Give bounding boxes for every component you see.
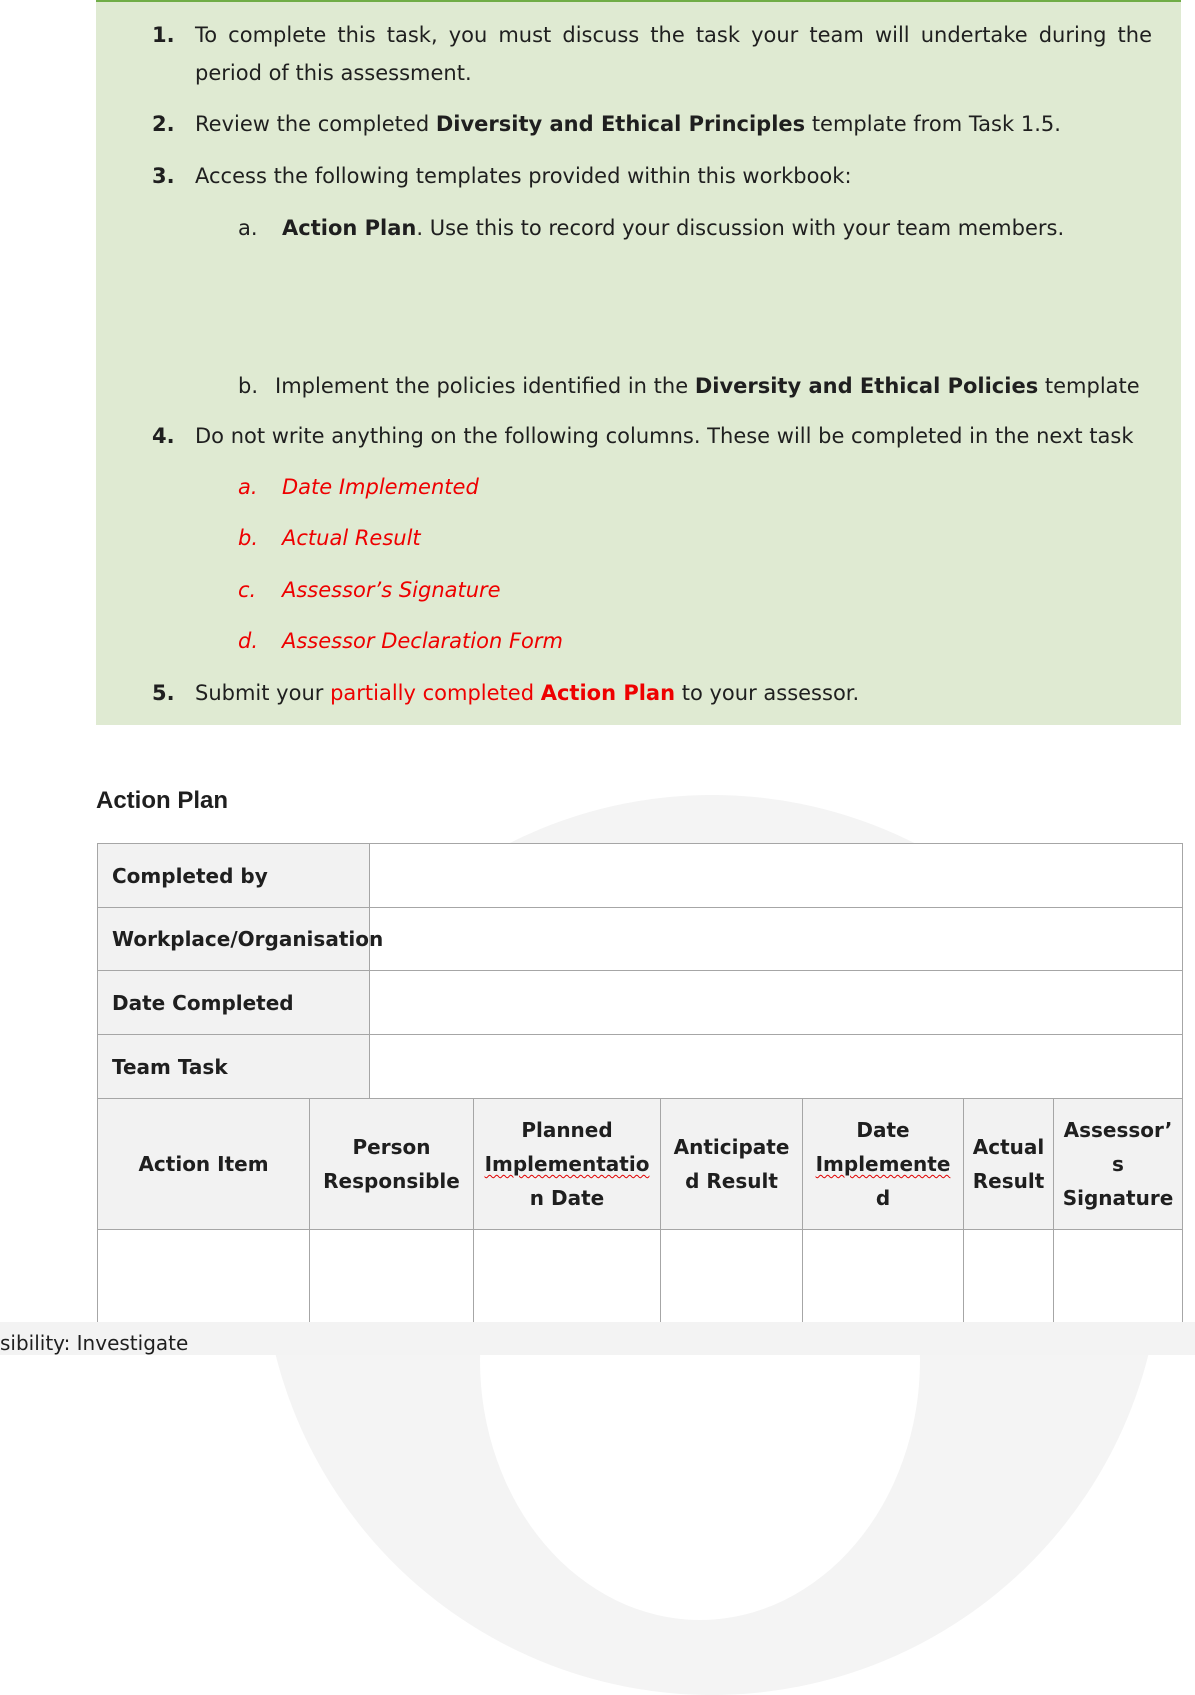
col-header-action-item: Action Item <box>98 1099 310 1230</box>
col-header-person-responsible: Person Responsible <box>310 1099 474 1230</box>
sub-label: a. <box>238 216 258 240</box>
footer-bar <box>0 1322 1195 1355</box>
sub-bold-text: Diversity and Ethical Policies <box>694 374 1039 398</box>
sub-text: Assessor Declaration Form <box>282 629 563 653</box>
step-text: Submit your <box>195 681 331 705</box>
step-number: 1. <box>152 23 175 47</box>
sub-text: . Use this to record your discussion with your team members. <box>416 216 1065 240</box>
action-plan-info-table <box>97 843 1183 1099</box>
sub-label: b. <box>238 526 259 550</box>
info-value-field[interactable] <box>370 844 1183 908</box>
sub-label: a. <box>238 475 258 499</box>
info-label: Team Task <box>98 1035 370 1099</box>
info-label: Completed by <box>98 844 370 908</box>
info-value-field[interactable] <box>370 908 1183 971</box>
step-number: 5. <box>152 681 175 705</box>
sub-label: b. <box>238 374 259 398</box>
sub-text: Date Implemented <box>282 475 479 499</box>
sub-bold-text: Action Plan <box>282 216 417 240</box>
col-header-actual-result: Actual Result <box>964 1099 1054 1230</box>
step-text: template from Task 1.5. <box>805 112 1061 136</box>
step-bold-text: Diversity and Ethical Principles <box>435 112 806 136</box>
table-header-row <box>98 1099 1183 1230</box>
step-text: Do not write anything on the following columns. These will be completed in the next task <box>195 424 1134 448</box>
step-number: 4. <box>152 424 175 448</box>
info-row-team-task <box>98 1035 1183 1099</box>
sub-label: c. <box>238 578 257 602</box>
col-header-planned-implementation-date: Planned Implementatio n Date <box>474 1099 661 1230</box>
action-plan-title: Action Plan <box>96 787 229 814</box>
col-header-anticipated-result: Anticipate d Result <box>661 1099 803 1230</box>
sub-label: d. <box>238 629 259 653</box>
step-red-bold-text: Action Plan <box>540 681 676 705</box>
sub-text: Assessor’s Signature <box>282 578 501 602</box>
info-row-workplace <box>98 908 1183 971</box>
step-1-line-1: To complete this task, you must discuss the task your team will undertake during the <box>195 23 1152 47</box>
step-number: 3. <box>152 164 175 188</box>
step-red-text: partially completed <box>330 681 541 705</box>
instructions-box <box>96 0 1181 725</box>
footer-text: sibility: Investigate <box>0 1331 189 1355</box>
action-plan-table <box>97 1098 1183 1340</box>
step-1-line-2: period of this assessment. <box>195 61 472 85</box>
step-number: 2. <box>152 112 175 136</box>
step-text: Access the following templates provided within this workbook: <box>195 164 852 188</box>
sub-text: template <box>1038 374 1140 398</box>
col-header-assessors-signature: Assessor’ s Signature <box>1054 1099 1183 1230</box>
info-label: Workplace/Organisation <box>98 908 370 971</box>
info-row-date-completed <box>98 971 1183 1035</box>
sub-text: Implement the policies identified in the <box>275 374 695 398</box>
sub-text: Actual Result <box>282 526 421 550</box>
info-label: Date Completed <box>98 971 370 1035</box>
info-row-completed-by <box>98 844 1183 908</box>
info-value-field[interactable] <box>370 1035 1183 1099</box>
step-text: to your assessor. <box>675 681 860 705</box>
col-header-date-implemented: Date Implemente d <box>803 1099 964 1230</box>
info-value-field[interactable] <box>370 971 1183 1035</box>
step-text: Review the completed <box>195 112 436 136</box>
